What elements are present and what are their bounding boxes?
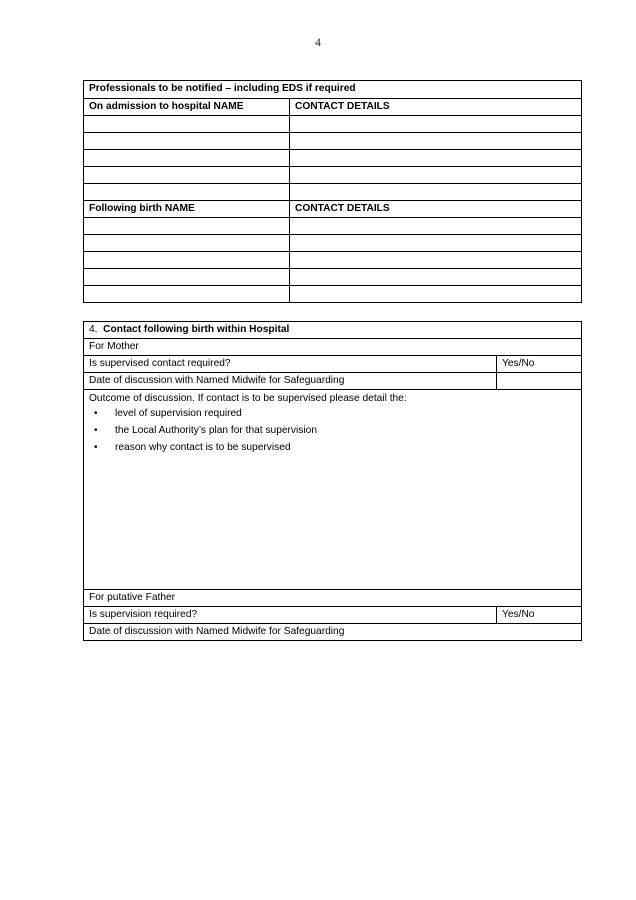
admission-name-cell[interactable] <box>84 167 290 184</box>
admission-name-cell[interactable] <box>84 150 290 167</box>
supervised-contact-answer[interactable]: Yes/No <box>497 356 582 373</box>
table-row <box>84 167 582 184</box>
contact-following-birth-table <box>83 321 582 641</box>
following-birth-name-cell[interactable] <box>84 218 290 235</box>
following-birth-name-header: Following birth NAME <box>84 201 290 218</box>
outcome-bullet-list <box>89 407 581 455</box>
admission-name-header: On admission to hospital NAME <box>84 99 290 116</box>
table-row <box>84 356 582 373</box>
table-row <box>84 286 582 303</box>
list-item-label: the Local Authority’s plan for that supervision <box>115 425 317 436</box>
following-birth-contact-cell[interactable] <box>290 252 582 269</box>
contact-table-title: Contact following birth within Hospital <box>103 324 290 335</box>
contact-table-title-cell <box>84 322 582 339</box>
bullet-icon: • <box>94 408 98 419</box>
admission-contact-cell[interactable] <box>290 150 582 167</box>
following-birth-name-cell[interactable] <box>84 235 290 252</box>
outcome-of-discussion-cell[interactable] <box>84 390 582 590</box>
table-row <box>84 373 582 390</box>
admission-name-cell[interactable] <box>84 184 290 201</box>
for-mother-heading: For Mother <box>84 339 582 356</box>
following-birth-name-cell[interactable] <box>84 252 290 269</box>
professionals-table-title: Professionals to be notified – including EDS if required <box>84 81 582 99</box>
table-row <box>84 99 582 116</box>
list-item-label: level of supervision required <box>115 408 242 419</box>
following-birth-contact-cell[interactable] <box>290 286 582 303</box>
table-row <box>84 322 582 339</box>
contact-table-number: 4. <box>89 324 98 335</box>
following-birth-contact-header: CONTACT DETAILS <box>290 201 582 218</box>
page-number: 4 <box>315 37 321 49</box>
bullet-icon: • <box>94 425 98 436</box>
table-row <box>84 218 582 235</box>
table-row <box>84 150 582 167</box>
father-supervision-question: Is supervision required? <box>84 607 497 624</box>
table-row <box>84 339 582 356</box>
list-item <box>89 407 581 421</box>
table-row <box>84 81 582 99</box>
admission-contact-cell[interactable] <box>290 133 582 150</box>
following-birth-contact-cell[interactable] <box>290 269 582 286</box>
table-row <box>84 390 582 590</box>
table-row <box>84 252 582 269</box>
father-date-of-discussion-label: Date of discussion with Named Midwife for Safeguarding <box>84 624 582 641</box>
professionals-to-be-notified-table <box>83 80 582 303</box>
for-putative-father-heading: For putative Father <box>84 590 582 607</box>
table-row <box>84 607 582 624</box>
table-row <box>84 184 582 201</box>
outcome-lead-text: Outcome of discussion. If contact is to be supervised please detail the: <box>89 393 407 404</box>
admission-name-cell[interactable] <box>84 133 290 150</box>
mother-date-of-discussion-label: Date of discussion with Named Midwife for Safeguarding <box>84 373 497 390</box>
supervised-contact-question: Is supervised contact required? <box>84 356 497 373</box>
admission-contact-cell[interactable] <box>290 184 582 201</box>
mother-date-of-discussion-value[interactable] <box>497 373 582 390</box>
admission-name-cell[interactable] <box>84 116 290 133</box>
following-birth-name-cell[interactable] <box>84 269 290 286</box>
admission-contact-header: CONTACT DETAILS <box>290 99 582 116</box>
admission-contact-cell[interactable] <box>290 167 582 184</box>
following-birth-contact-cell[interactable] <box>290 218 582 235</box>
list-item <box>89 424 581 438</box>
table-row <box>84 590 582 607</box>
following-birth-contact-cell[interactable] <box>290 235 582 252</box>
table-row <box>84 269 582 286</box>
admission-contact-cell[interactable] <box>290 116 582 133</box>
list-item-label: reason why contact is to be supervised <box>115 442 291 453</box>
table-row <box>84 201 582 218</box>
table-row <box>84 116 582 133</box>
bullet-icon: • <box>94 442 98 453</box>
father-supervision-answer[interactable]: Yes/No <box>497 607 582 624</box>
table-row <box>84 133 582 150</box>
list-item <box>89 441 581 455</box>
following-birth-name-cell[interactable] <box>84 286 290 303</box>
table-row <box>84 235 582 252</box>
table-row <box>84 624 582 641</box>
